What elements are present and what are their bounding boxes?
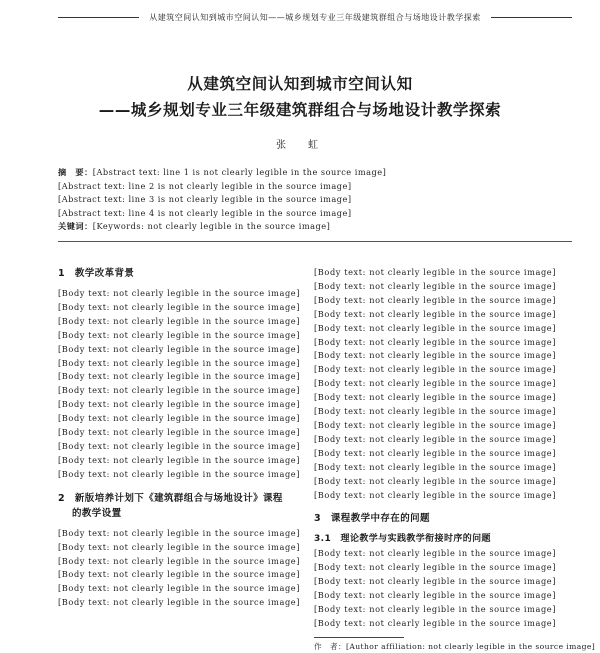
body-line: [Body text: not clearly legible in the source image] [58, 527, 301, 538]
body-line: [Body text: not clearly legible in the source image] [314, 447, 557, 458]
keywords-label: 关键词： [58, 221, 93, 231]
footnote-divider [314, 637, 404, 638]
abstract-text: [Abstract text: line 1 is not clearly legible in the source image] [92, 167, 387, 177]
right-column [314, 266, 596, 653]
body-line: [Body text: not clearly legible in the source image] [58, 413, 301, 424]
body-line: [Body text: not clearly legible in the source image] [58, 329, 301, 340]
abstract-line: [Abstract text: line 2 is not clearly legible in the source image] [58, 180, 352, 191]
body-line: [Body text: not clearly legible in the source image] [58, 468, 301, 479]
body-line: [Body text: not clearly legible in the source image] [314, 406, 557, 417]
body-line: [Body text: not clearly legible in the source image] [314, 548, 557, 559]
body-line: [Body text: not clearly legible in the source image] [314, 590, 557, 601]
body-line: [Body text: not clearly legible in the source image] [314, 308, 557, 319]
body-line: [Body text: not clearly legible in the source image] [314, 336, 557, 347]
subsection-heading: 3.1 理论教学与实践教学衔接时序的问题 [314, 534, 491, 545]
abstract-line: [Abstract text: line 3 is not clearly legible in the source image] [58, 194, 352, 204]
body-line: [Body text: not clearly legible in the source image] [58, 288, 301, 298]
body-line: [Body text: not clearly legible in the source image] [314, 378, 557, 389]
body-line: [Body text: not clearly legible in the source image] [314, 350, 557, 361]
body-line: [Body text: not clearly legible in the source image] [314, 267, 557, 277]
body-line: [Body text: not clearly legible in the source image] [58, 541, 301, 552]
section-heading-continued: 的教学设置 [72, 507, 122, 519]
body-line: [Body text: not clearly legible in the source image] [314, 475, 557, 486]
running-header-text: 从建筑空间认知到城市空间认知——城乡规划专业三年级建筑群组合与场地设计教学探索 [149, 12, 481, 22]
paper-title: 从建筑空间认知到城市空间认知 [187, 75, 413, 93]
body-line: [Body text: not clearly legible in the source image] [58, 454, 301, 465]
section-heading: 3 课程教学中存在的问题 [314, 513, 430, 525]
body-line: [Body text: not clearly legible in the source image] [314, 461, 557, 472]
body-line: [Body text: not clearly legible in the source image] [58, 357, 301, 368]
body-line: [Body text: not clearly legible in the source image] [314, 576, 557, 587]
body-line: [Body text: not clearly legible in the source image] [58, 385, 301, 396]
body-line: [Body text: not clearly legible in the source image] [58, 440, 301, 451]
section-heading: 2 新版培养计划下《建筑群组合与场地设计》课程 [58, 492, 283, 504]
body-line: [Body text: not clearly legible in the source image] [314, 280, 557, 291]
body-line: [Body text: not clearly legible in the source image] [58, 597, 301, 608]
header-rule-right [491, 17, 572, 18]
author-name: 张 虹 [276, 140, 324, 151]
body-line: [Body text: not clearly legible in the source image] [58, 301, 301, 312]
body-line: [Body text: not clearly legible in the source image] [58, 583, 301, 594]
keywords-text: [Keywords: not clearly legible in the source image] [92, 221, 331, 231]
abstract-line: [Abstract text: line 4 is not clearly legible in the source image] [58, 207, 352, 218]
author-footnote: 作 者：[Author affiliation: not clearly legible in the source image] [314, 641, 596, 651]
header-rule-left [58, 17, 139, 18]
section-heading: 1 教学改革背景 [58, 268, 135, 279]
body-line: [Body text: not clearly legible in the source image] [314, 562, 557, 573]
title-block [0, 72, 600, 120]
keywords-line [58, 220, 572, 234]
body-line: [Body text: not clearly legible in the source image] [314, 294, 557, 305]
body-line: [Body text: not clearly legible in the source image] [58, 555, 301, 566]
body-line: [Body text: not clearly legible in the source image] [314, 489, 557, 500]
left-column [58, 266, 314, 610]
body-line: [Body text: not clearly legible in the source image] [314, 419, 557, 430]
paper-subtitle: ——城乡规划专业三年级建筑群组合与场地设计教学探索 [98, 101, 502, 119]
body-line: [Body text: not clearly legible in the source image] [58, 399, 301, 410]
running-header [58, 8, 572, 26]
abstract-label: 摘 要： [58, 167, 93, 177]
body-line: [Body text: not clearly legible in the source image] [314, 364, 557, 375]
body-line: [Body text: not clearly legible in the source image] [58, 371, 301, 382]
abstract-divider [58, 241, 572, 242]
body-line: [Body text: not clearly legible in the source image] [314, 617, 557, 628]
body-line: [Body text: not clearly legible in the source image] [314, 322, 557, 333]
body-line: [Body text: not clearly legible in the source image] [58, 427, 301, 438]
body-line: [Body text: not clearly legible in the source image] [314, 392, 557, 403]
body-line: [Body text: not clearly legible in the source image] [314, 604, 557, 615]
abstract-block [58, 166, 572, 242]
body-line: [Body text: not clearly legible in the source image] [314, 433, 557, 444]
body-line: [Body text: not clearly legible in the source image] [58, 569, 301, 580]
body-line: [Body text: not clearly legible in the source image] [58, 343, 301, 354]
body-line: [Body text: not clearly legible in the source image] [58, 315, 301, 326]
abstract-line [58, 166, 572, 180]
